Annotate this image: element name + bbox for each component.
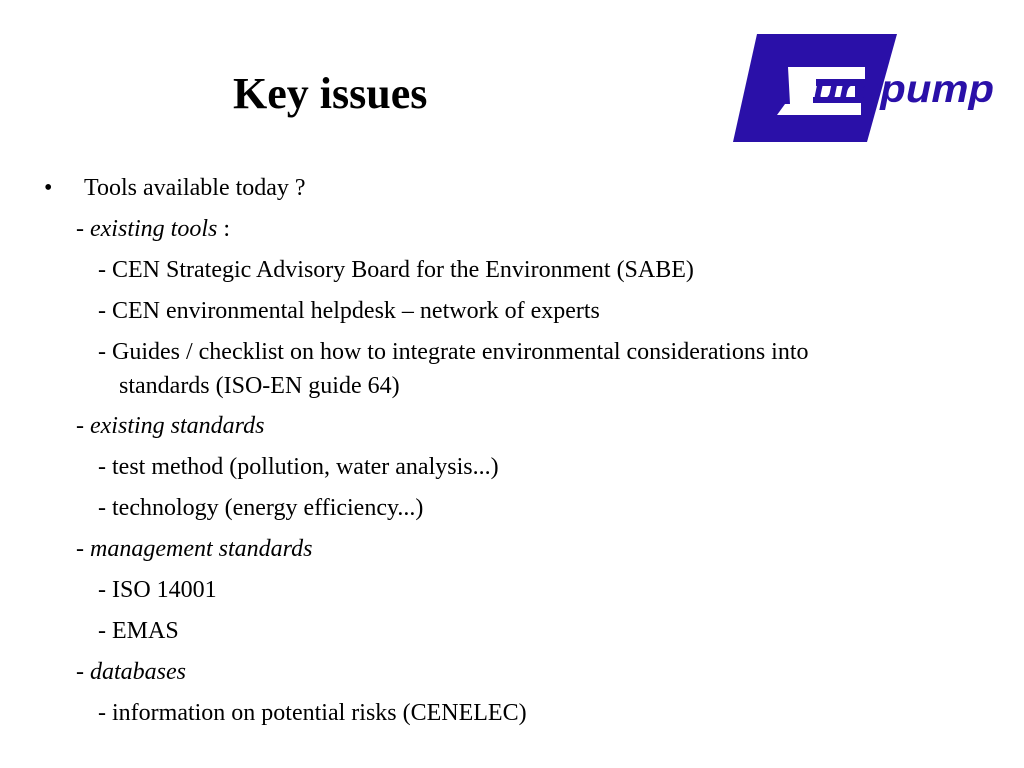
existing-tools-label: existing tools (90, 216, 218, 242)
bullet-text: Tools available today ? (84, 175, 306, 201)
dash-prefix: - (76, 536, 90, 562)
dash-prefix: - (76, 659, 90, 685)
list-item: - EMAS (98, 618, 179, 644)
existing-tools-heading (76, 215, 230, 243)
management-standards-label: management standards (90, 536, 313, 562)
list-item: - information on potential risks (CENELEC) (98, 700, 527, 726)
list-item: - CEN environmental helpdesk – network of experts (98, 298, 600, 324)
list-item-continuation: standards (ISO-EN guide 64) (119, 373, 400, 399)
databases-heading (76, 658, 186, 686)
existing-standards-heading (76, 412, 264, 440)
dash-prefix: - (76, 413, 90, 439)
bullet-icon: • (44, 175, 53, 201)
svg-text:uropump: uropump (813, 68, 994, 111)
list-item: - technology (energy efficiency...) (98, 495, 424, 521)
europump-logo (733, 34, 997, 142)
dash-prefix: - (76, 216, 90, 242)
list-item: - CEN Strategic Advisory Board for the Environment (SABE) (98, 257, 694, 283)
list-item: - Guides / checklist on how to integrate environmental considerations into (98, 339, 809, 365)
databases-label: databases (90, 659, 186, 685)
list-item: - ISO 14001 (98, 577, 217, 603)
existing-standards-label: existing standards (90, 413, 265, 439)
colon-suffix: : (217, 216, 230, 242)
management-standards-heading (76, 535, 312, 563)
slide-title: Key issues (233, 69, 428, 118)
list-item: - test method (pollution, water analysis...) (98, 454, 499, 480)
